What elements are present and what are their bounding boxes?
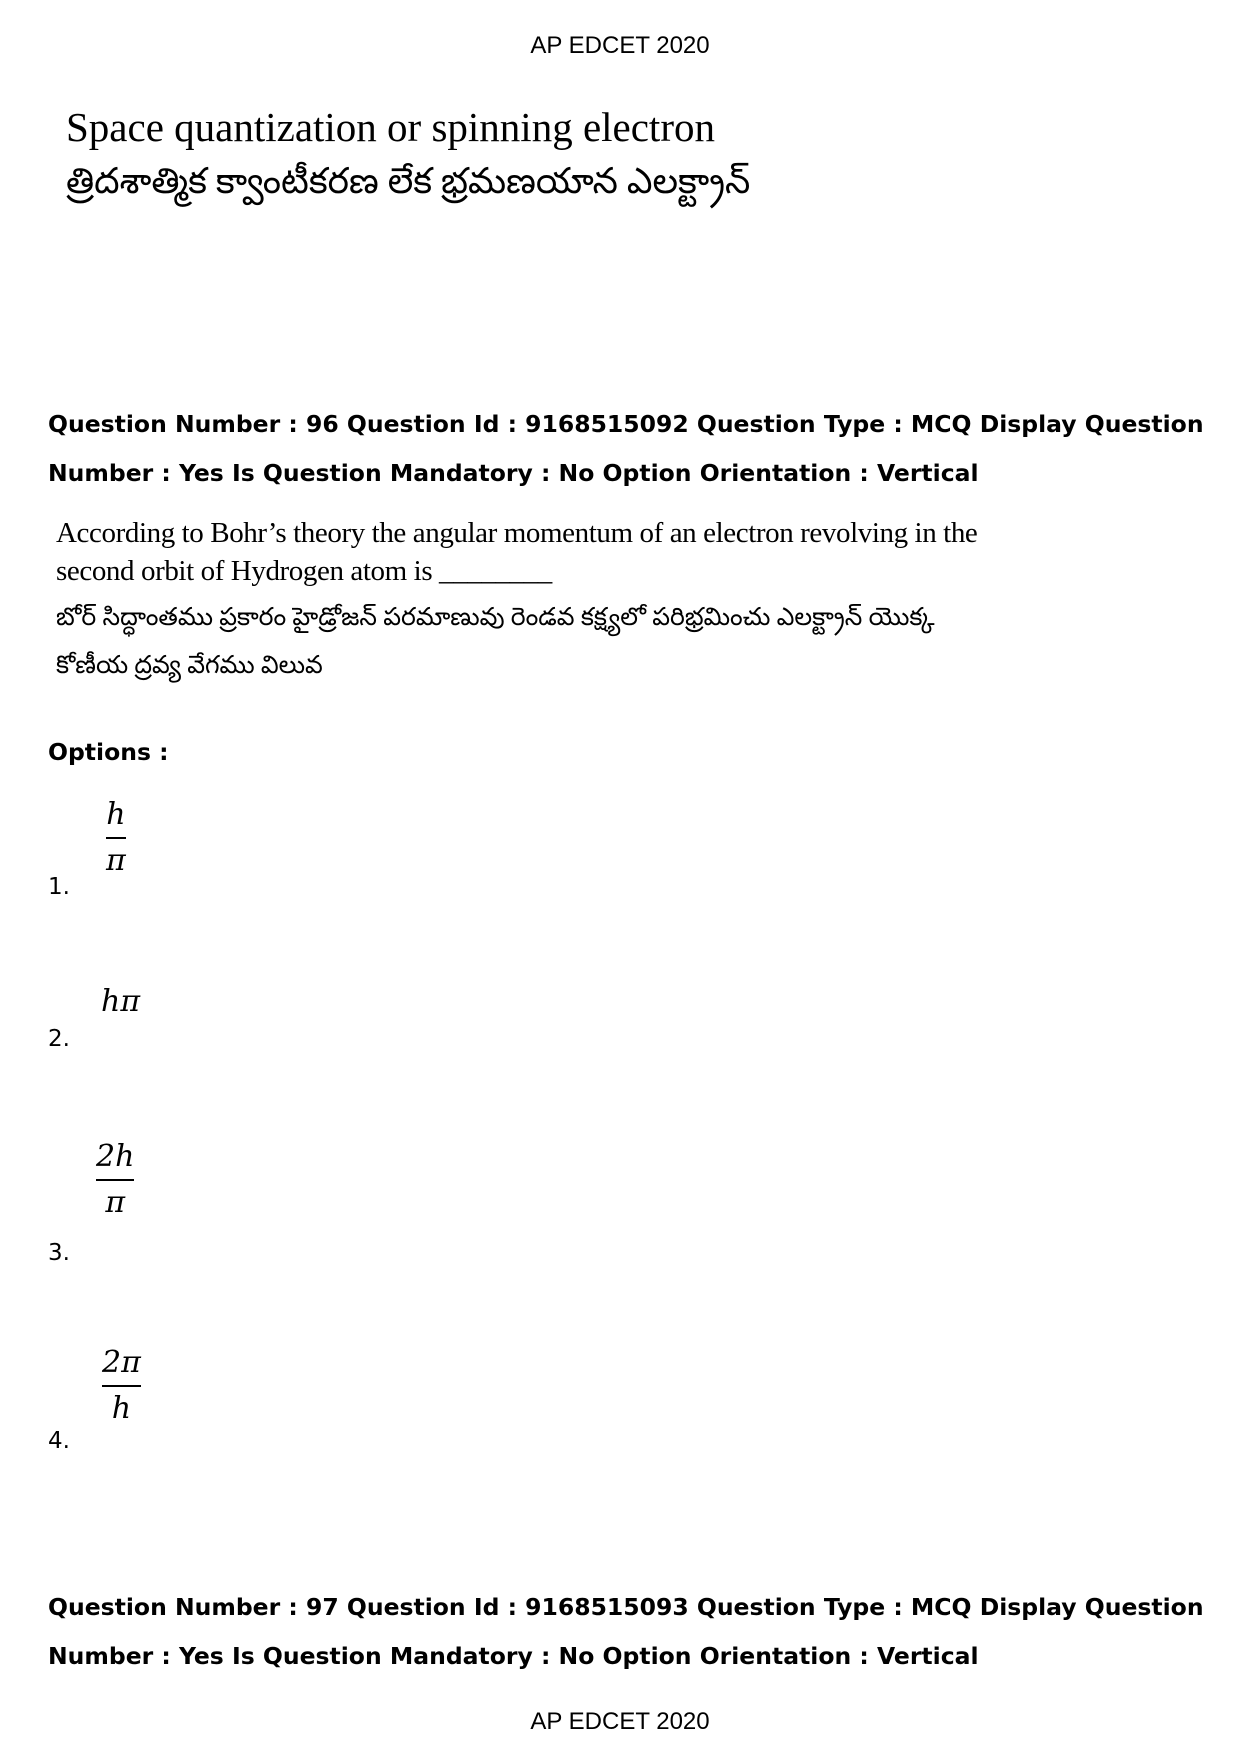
page-footer: AP EDCET 2020 xyxy=(530,1708,710,1735)
option-3-denominator: π xyxy=(105,1185,126,1220)
option-3-number: 3. xyxy=(48,1240,70,1266)
option-1-numerator: h xyxy=(106,797,126,832)
fraction-bar xyxy=(102,1385,141,1387)
previous-option-english: Space quantization or spinning electron xyxy=(66,104,715,150)
fraction-bar xyxy=(96,1179,134,1181)
question-96-meta xyxy=(48,400,1208,498)
question-97-meta-line2: Number : Yes Is Question Mandatory : No Option Orientation : Vertical xyxy=(48,1642,979,1670)
previous-option-telugu: త్రిదశాత్మిక క్వాంటీకరణ లేక భ్రమణయాన ఎలక్ట్రాన్ xyxy=(66,161,751,201)
option-2-number: 2. xyxy=(48,1026,70,1052)
option-4-denominator: h xyxy=(111,1391,132,1426)
question-97-meta xyxy=(48,1583,1208,1681)
option-1-number: 1. xyxy=(48,874,70,900)
options-label: Options : xyxy=(48,738,169,766)
fraction-bar xyxy=(106,837,126,839)
question-96-english-line2: second orbit of Hydrogen atom is ________ xyxy=(56,555,552,587)
previous-question-option xyxy=(66,100,750,208)
option-4-fraction xyxy=(102,1344,141,1428)
question-97-meta-line1: Question Number : 97 Question Id : 9168515093 Question Type : MCQ Display Question xyxy=(48,1593,1204,1621)
question-96-meta-line1: Question Number : 96 Question Id : 9168515092 Question Type : MCQ Display Question xyxy=(48,410,1204,438)
question-96-telugu-line2: కోణీయ ద్రవ్య వేగము విలువ xyxy=(56,652,323,679)
question-96-telugu-line1: బోర్ సిద్ధాంతము ప్రకారం హైడ్రోజన్ పరమాణువు రెండవ కక్ష్యలో పరిభ్రమించు ఎలక్ట్రాన్ యొక్క xyxy=(56,604,935,631)
question-96-english-line1: According to Bohr’s theory the angular momentum of an electron revolving in the xyxy=(56,517,978,549)
question-96-text xyxy=(56,514,977,690)
option-4-number: 4. xyxy=(48,1428,70,1454)
option-3-numerator: 2h xyxy=(96,1139,135,1174)
option-3-fraction xyxy=(96,1138,134,1222)
question-96-meta-line2: Number : Yes Is Question Mandatory : No Option Orientation : Vertical xyxy=(48,459,979,487)
option-1-denominator: π xyxy=(106,843,126,878)
option-1-fraction xyxy=(106,796,126,880)
option-4-numerator: 2π xyxy=(102,1345,141,1380)
option-2-expression: hπ xyxy=(101,984,141,1019)
page-header: AP EDCET 2020 xyxy=(530,32,710,59)
